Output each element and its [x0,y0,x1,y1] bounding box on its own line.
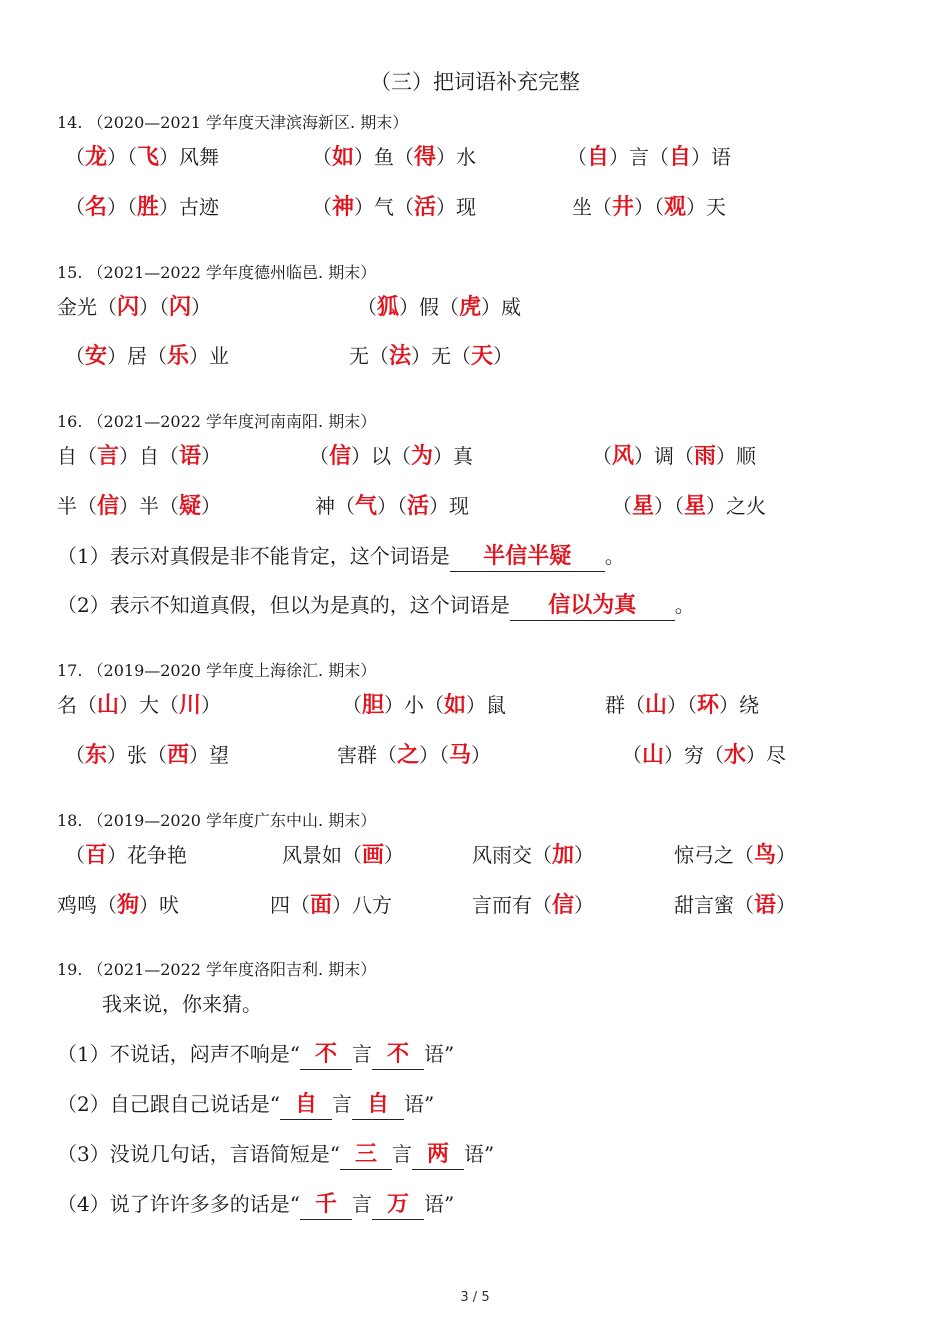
idiom: 鸡鸣（狗）吠 [57,893,180,918]
idiom: （安）居（乐）业 [65,344,230,369]
q19-intro: 我来说，你来猜。 [102,992,262,1016]
idiom: （神）气（活）现 [312,195,477,220]
idiom: 神（气）（活）现 [315,494,470,519]
idiom: （龙）（飞）风舞 [65,145,220,170]
idiom: （百）花争艳 [65,843,188,868]
q16-sub-1: （1）表示对真假是非不能肯定，这个词语是 半信半疑 。 [57,539,625,573]
idiom: 自（言）自（语） [57,444,222,469]
idiom: （自）言（自）语 [567,145,732,170]
idiom: 群（山）（环）绕 [605,693,760,718]
page-number: 3 / 5 [460,1290,490,1305]
idiom: 害群（之）（马） [337,743,492,768]
idiom: （信）以（为）真 [309,444,474,469]
q17-header: 17. （2019—2020 学年度上海徐汇. 期末） [57,661,377,680]
q16-sub-2: （2）表示不知道真假，但以为是真的，这个词语是 信以为真 。 [57,588,695,622]
idiom: （风）调（雨）顺 [592,444,757,469]
idiom: （狐）假（虎）威 [357,295,522,320]
idiom: 甜言蜜（语） [674,893,797,918]
q16-header: 16. （2021—2022 学年度河南南阳. 期末） [57,412,377,431]
idiom: （东）张（西）望 [65,743,230,768]
q19-item-2: （2）自己跟自己说话是“ 自 言 自 语” [57,1087,434,1121]
idiom: 言而有（信） [472,893,595,918]
idiom: 四（面）八方 [270,893,393,918]
q19-header: 19. （2021—2022 学年度洛阳吉利. 期末） [57,960,377,979]
idiom: 惊弓之（鸟） [674,843,797,868]
idiom: 半（信）半（疑） [57,494,222,519]
section-title: （三）把词语补充完整 [370,70,580,94]
q18-header: 18. （2019—2020 学年度广东中山. 期末） [57,811,377,830]
idiom: （胆）小（如）鼠 [342,693,507,718]
idiom: （星）（星）之火 [612,494,767,519]
q14-header: 14. （2020—2021 学年度天津滨海新区. 期末） [57,113,409,132]
q19-item-1: （1）不说话，闷声不响是“ 不 言 不 语” [57,1037,454,1071]
idiom: （如）鱼（得）水 [312,145,477,170]
idiom: （名）（胜）古迹 [65,195,220,220]
idiom: 风景如（画） [282,843,405,868]
idiom: 名（山）大（川） [57,693,222,718]
answer-blank: 信以为真 [510,592,675,621]
q15-header: 15. （2021—2022 学年度德州临邑. 期末） [57,263,377,282]
idiom: 无（法）无（天） [349,344,514,369]
q19-item-3: （3）没说几句话，言语简短是“ 三 言 两 语” [57,1137,494,1171]
answer-blank: 半信半疑 [450,543,605,572]
idiom: 风雨交（加） [472,843,595,868]
idiom: 金光（闪）（闪） [57,295,212,320]
q19-item-4: （4）说了许许多多的话是“ 千 言 万 语” [57,1187,454,1221]
idiom: （山）穷（水）尽 [622,743,787,768]
idiom: 坐（井）（观）天 [572,195,727,220]
